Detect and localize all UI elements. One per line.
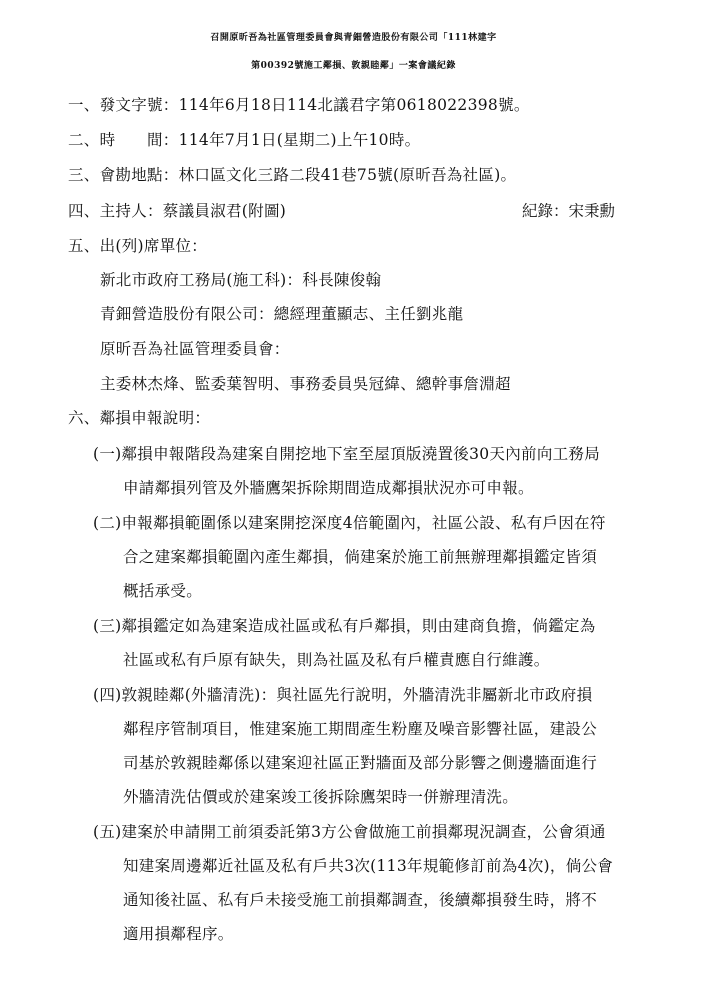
paragraph-line: 通知後社區、私有戶未接受施工前損鄰調查，後續鄰損發生時，將不 bbox=[123, 891, 598, 909]
paragraph-line: 司基於敦親睦鄰係以建案迎社區正對牆面及部分影響之側邊牆面進行 bbox=[123, 754, 598, 772]
section-6-heading: 六、鄰損申報說明： bbox=[68, 409, 211, 427]
paragraph-line: 申請鄰損列管及外牆鷹架拆除期間造成鄰損狀況亦可申報。 bbox=[123, 479, 534, 497]
paragraph-line: 鄰程序管制項目，惟建案施工期間產生粉塵及噪音影響社區，建設公 bbox=[123, 720, 598, 738]
document-title-line-1: 召開原昕吾為社區管理委員會與青鈿營造股份有限公司「111林建字 bbox=[210, 33, 497, 43]
attendee-line: 青鈿營造股份有限公司：總經理董顯志、主任劉兆龍 bbox=[100, 305, 464, 323]
attendees-heading: 五、出(列)席單位： bbox=[68, 237, 208, 255]
attendee-line: 原昕吾為社區管理委員會： bbox=[100, 340, 290, 358]
paragraph-line: 社區或私有戶原有缺失，則為社區及私有戶權責應自行維護。 bbox=[123, 651, 550, 669]
meeting-location: 三、會勘地點：林口區文化三路二段41巷75號(原昕吾為社區)。 bbox=[68, 166, 517, 184]
paragraph-line: (一)鄰損申報階段為建案自開挖地下室至屋頂版澆置後30天內前向工務局 bbox=[93, 445, 601, 463]
paragraph-line: 適用損鄰程序。 bbox=[123, 925, 234, 943]
meeting-time: 二、時 間：114年7月1日(星期二)上午10時。 bbox=[68, 131, 421, 149]
paragraph-line: (四)敦親睦鄰(外牆清洗)：與社區先行說明，外牆清洗非屬新北市政府損 bbox=[93, 686, 593, 704]
paragraph-line: (五)建案於申請開工前須委託第3方公會做施工前損鄰現況調查，公會須通 bbox=[93, 823, 606, 841]
document-title-line-2: 第00392號施工鄰損、敦親睦鄰」一案會議紀錄 bbox=[251, 61, 456, 71]
doc-number: 一、發文字號：114年6月18日114北議君字第0618022398號。 bbox=[68, 96, 530, 114]
paragraph-line: 知建案周邊鄰近社區及私有戶共3次(113年規範修訂前為4次)，倘公會 bbox=[123, 857, 614, 875]
meeting-host: 四、主持人：蔡議員淑君(附圖) bbox=[68, 202, 287, 220]
paragraph-line: 合之建案鄰損範圍內產生鄰損，倘建案於施工前無辦理鄰損鑑定皆須 bbox=[123, 548, 598, 566]
paragraph-line: 外牆清洗估價或於建案竣工後拆除鷹架時一併辦理清洗。 bbox=[123, 788, 519, 806]
meeting-recorder: 紀錄：宋秉勳 bbox=[522, 202, 616, 220]
attendee-line: 新北市政府工務局(施工科)：科長陳俊翰 bbox=[100, 271, 382, 289]
paragraph-line: 概括承受。 bbox=[123, 582, 203, 600]
attendee-line: 主委林杰烽、監委葉智明、事務委員吳冠緯、總幹事詹淵超 bbox=[100, 375, 511, 393]
paragraph-line: (二)申報鄰損範圍係以建案開挖深度4倍範圍內，社區公設、私有戶因在符 bbox=[93, 514, 606, 532]
paragraph-line: (三)鄰損鑑定如為建案造成社區或私有戶鄰損，則由建商負擔，倘鑑定為 bbox=[93, 617, 596, 635]
